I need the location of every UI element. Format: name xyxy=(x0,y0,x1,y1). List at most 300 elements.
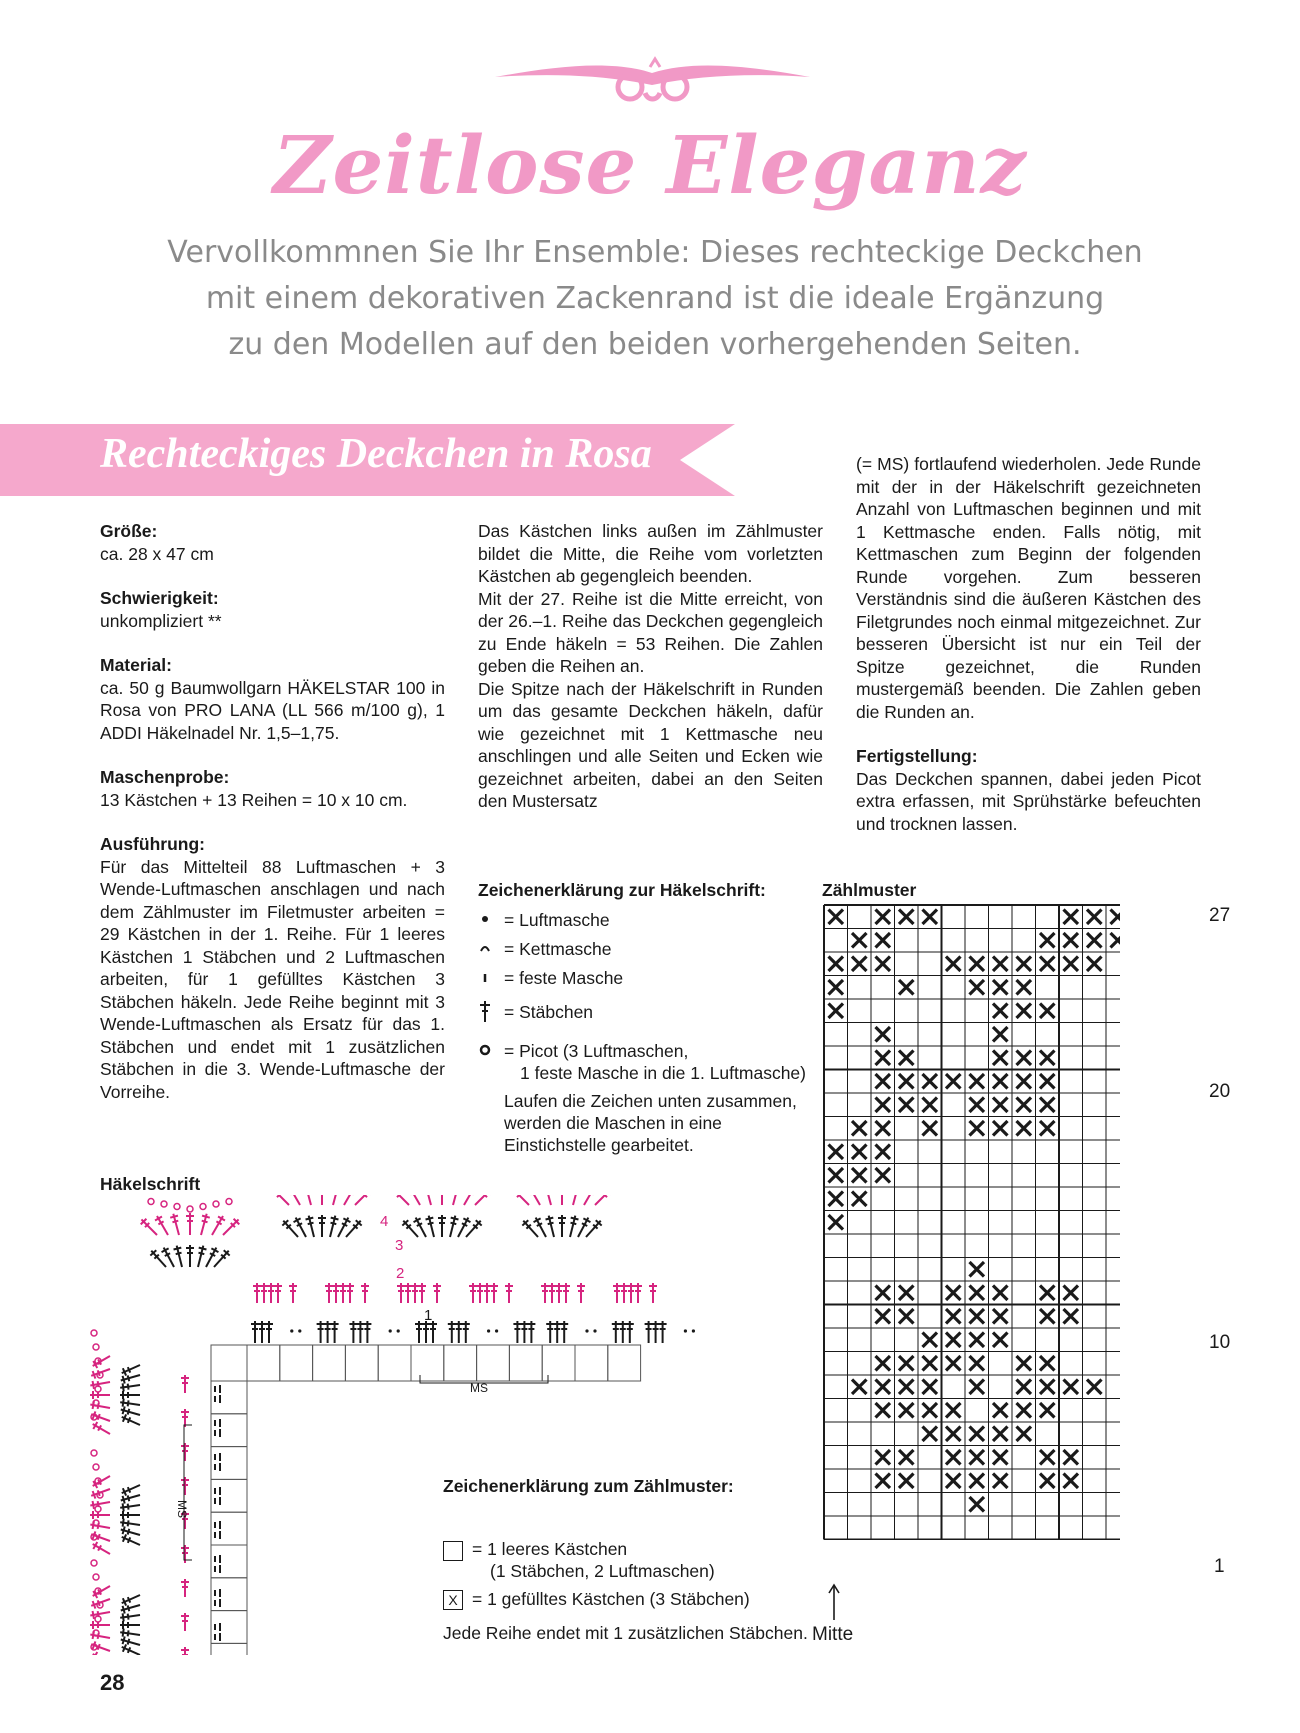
filled-cell xyxy=(1064,1286,1079,1301)
instructions-paragraph: Mit der 27. Reihe ist die Mitte erreicht, von der 26.–1. Reihe das Deckchen gegengleich zu Ende häkeln = 53 Reihen. Die Zahlen geben die Reihen an. xyxy=(478,588,823,676)
double-crochet-mark xyxy=(421,1195,434,1206)
crochet-chart-title: Häkelschrift xyxy=(100,1174,201,1194)
filled-cell xyxy=(899,1098,914,1113)
filled-cell xyxy=(946,1427,961,1442)
filled-cell xyxy=(1040,1403,1055,1418)
filled-cell xyxy=(876,1380,891,1395)
filled-cell xyxy=(946,1450,961,1465)
double-crochet-mark xyxy=(169,1213,182,1236)
double-crochet-mark xyxy=(356,1321,364,1343)
double-crochet-mark xyxy=(181,1579,189,1597)
repeat-label: MS xyxy=(470,1381,488,1395)
legend-empty-box: = 1 leeres Kästchen xyxy=(472,1539,628,1559)
grid-legend-title: Zeichenerklärung zum Zählmuster: xyxy=(443,1476,734,1496)
filled-cell xyxy=(1040,1380,1055,1395)
double-crochet-mark xyxy=(215,1385,223,1393)
row-label-10: 10 xyxy=(1209,1332,1231,1353)
double-crochet-mark xyxy=(215,1633,223,1641)
filled-cell xyxy=(993,1427,1008,1442)
filled-cell xyxy=(993,1027,1008,1042)
filled-cell xyxy=(876,1403,891,1418)
double-crochet-mark xyxy=(90,1391,110,1399)
double-crochet-mark xyxy=(546,1321,554,1343)
double-crochet-mark xyxy=(541,1283,549,1303)
double-crochet-mark xyxy=(271,1195,292,1208)
filled-cell xyxy=(829,1215,844,1230)
filled-cell xyxy=(899,1051,914,1066)
filled-cell xyxy=(852,933,867,948)
double-crochet-mark xyxy=(513,1321,521,1343)
double-crochet-mark xyxy=(215,1589,223,1597)
filled-cell xyxy=(829,957,844,972)
double-crochet-mark xyxy=(569,1195,582,1206)
double-crochet-mark xyxy=(215,1429,223,1437)
double-crochet-mark xyxy=(391,1195,412,1208)
filled-cell xyxy=(1017,1121,1032,1136)
double-crochet-mark xyxy=(645,1321,653,1343)
instructions-paragraph: Die Spitze nach der Häkelschrift in Runden um das gesamte Deckchen häkeln, dafür wie gezeichnet mit 1 Kettmasche neu anschlingen und alle Seiten und Ecken wie gezeichnet arbeiten, dabei an den Seiten den Mustersatz xyxy=(478,678,823,811)
filled-cell xyxy=(1064,1309,1079,1324)
legend-double-crochet: = Stäbchen xyxy=(504,1002,594,1022)
slip-stitch-icon xyxy=(481,947,489,951)
filled-cell xyxy=(923,910,938,925)
filled-cell xyxy=(946,1333,961,1348)
double-crochet-mark xyxy=(472,1195,493,1208)
filled-cell xyxy=(923,1356,938,1371)
double-crochet-mark xyxy=(363,1321,371,1343)
double-crochet-mark xyxy=(548,1283,556,1303)
double-crochet-mark xyxy=(469,1283,477,1303)
filled-cell xyxy=(1064,1450,1079,1465)
double-crochet-mark xyxy=(215,1623,223,1631)
instructions-column-2 xyxy=(478,520,823,813)
double-crochet-mark xyxy=(346,1283,354,1303)
filled-cell xyxy=(1017,1427,1032,1442)
filled-cell xyxy=(993,1474,1008,1489)
filled-cell xyxy=(876,1027,891,1042)
double-crochet-mark xyxy=(215,1463,223,1471)
double-crochet-mark xyxy=(577,1283,585,1303)
size-value: ca. 28 x 47 cm xyxy=(100,543,214,564)
chain-stitch-icon xyxy=(482,916,488,922)
filled-cell xyxy=(1087,933,1102,948)
double-crochet-mark xyxy=(490,1283,498,1303)
filled-cell xyxy=(829,910,844,925)
filled-cell xyxy=(1040,1074,1055,1089)
filled-cell xyxy=(993,1051,1008,1066)
double-crochet-mark xyxy=(253,1283,261,1303)
double-crochet-mark xyxy=(317,1321,325,1343)
filled-cell xyxy=(970,1121,985,1136)
double-crochet-mark xyxy=(325,1283,333,1303)
page-number: 28 xyxy=(100,1670,125,1695)
filled-cell xyxy=(970,1098,985,1113)
double-crochet-mark xyxy=(301,1195,314,1206)
difficulty-label: Schwierigkeit: xyxy=(100,588,219,608)
round-3-4-scallops xyxy=(90,1195,613,1655)
double-crochet-mark xyxy=(90,1410,111,1424)
double-crochet-mark xyxy=(438,1215,446,1237)
double-crochet-mark xyxy=(418,1283,426,1303)
double-crochet-mark xyxy=(265,1321,273,1343)
filled-cell xyxy=(1040,933,1055,948)
filled-cell xyxy=(1064,1380,1079,1395)
intro-text: Vervollkommnen Sie Ihr Ensemble: Dieses rechteckige Deckchen mit einem dekorativen Zackenrand ist die ideale Ergänzung zu den Modellen auf den beiden vorhergehenden Seiten. xyxy=(167,235,1143,362)
legend-single-crochet: = feste Masche xyxy=(504,968,624,988)
filled-cell xyxy=(1017,1051,1032,1066)
double-crochet-mark xyxy=(91,1541,112,1558)
filled-cell xyxy=(1040,1004,1055,1019)
double-crochet-mark xyxy=(361,1283,369,1303)
filled-cell xyxy=(852,1380,867,1395)
filled-cell xyxy=(1017,1380,1032,1395)
double-crochet-mark xyxy=(411,1283,419,1303)
filled-cell xyxy=(876,1450,891,1465)
double-crochet-mark xyxy=(215,1419,223,1427)
double-crochet-mark xyxy=(90,1530,111,1544)
picot-icon xyxy=(481,1046,489,1054)
double-crochet-mark xyxy=(339,1283,347,1303)
specs-column xyxy=(100,520,445,1125)
filled-cell xyxy=(970,1356,985,1371)
filled-cell xyxy=(946,1356,961,1371)
double-crochet-mark xyxy=(619,1321,627,1343)
filled-cell xyxy=(993,1286,1008,1301)
filled-cell xyxy=(946,1474,961,1489)
filled-cell xyxy=(899,1450,914,1465)
filled-cell xyxy=(970,1286,985,1301)
double-crochet-mark xyxy=(260,1283,268,1303)
filled-cell xyxy=(946,1286,961,1301)
double-crochet-mark xyxy=(429,1321,437,1343)
double-crochet-mark xyxy=(449,1195,462,1206)
filled-cell xyxy=(1017,1074,1032,1089)
filled-cell xyxy=(1017,1098,1032,1113)
double-crochet-mark xyxy=(120,1511,140,1519)
legend-filled-box: = 1 gefülltes Kästchen (3 Stäbchen) xyxy=(472,1589,750,1609)
filled-cell xyxy=(946,1074,961,1089)
filled-cell xyxy=(1017,1403,1032,1418)
double-crochet-mark xyxy=(349,1321,357,1343)
double-crochet-mark xyxy=(652,1321,660,1343)
double-crochet-mark xyxy=(626,1321,634,1343)
double-crochet-mark xyxy=(649,1283,657,1303)
filled-cell xyxy=(970,980,985,995)
filled-cell xyxy=(876,1145,891,1160)
gauge-value: 13 Kästchen + 13 Reihen = 10 x 10 cm. xyxy=(100,789,408,810)
row-label-1: 1 xyxy=(1214,1556,1225,1577)
double-crochet-mark xyxy=(562,1283,570,1303)
double-crochet-mark xyxy=(433,1283,441,1303)
double-crochet-mark xyxy=(181,1613,189,1631)
double-crochet-mark xyxy=(215,1555,223,1563)
double-crochet-mark xyxy=(120,1381,141,1392)
filled-cell xyxy=(993,1309,1008,1324)
legend-chain: = Luftmasche xyxy=(504,910,610,930)
double-crochet-mark xyxy=(186,1245,194,1267)
filled-cell xyxy=(923,1333,938,1348)
legend-grid-note: Jede Reihe endet mit 1 zusätzlichen Stäbchen. xyxy=(443,1623,808,1643)
double-crochet-mark xyxy=(215,1453,223,1461)
filled-cell xyxy=(923,1380,938,1395)
filled-cell xyxy=(1017,980,1032,995)
filled-cell xyxy=(993,1121,1008,1136)
double-crochet-mark xyxy=(215,1395,223,1403)
double-crochet-mark xyxy=(324,1321,332,1343)
repeat-label: MS xyxy=(175,1500,189,1518)
filled-cell xyxy=(876,1168,891,1183)
double-crochet-mark xyxy=(627,1283,635,1303)
double-crochet-mark xyxy=(90,1640,111,1654)
double-crochet-mark xyxy=(422,1321,430,1343)
double-crochet-mark xyxy=(448,1321,456,1343)
filled-cell xyxy=(970,957,985,972)
filled-cell xyxy=(876,1309,891,1324)
crochet-legend-title: Zeichenerklärung zur Häkelschrift: xyxy=(478,880,766,900)
double-crochet-mark xyxy=(332,1283,340,1303)
filled-cell xyxy=(876,1474,891,1489)
filled-cell xyxy=(970,1074,985,1089)
filled-cell xyxy=(829,1004,844,1019)
double-crochet-mark xyxy=(634,1283,642,1303)
execution-text: Für das Mittelteil 88 Luftmaschen + 3 Wende-Luftmaschen anschlagen und nach dem Zählmuster im Filetmuster arbeiten = 29 Kästchen in der 1. Reihe. Für 1 leeres Kästchen 1 Stäbchen und 2 Luftmaschen arbeiten, für 1 gefülltes Kästchen 3 Stäbchen häkeln. Jede Reihe beginnt mit 3 Wende-Luftmaschen als Ersatz für das 1. Stäbchen und endet mit 1 zusätzlichen Stäbchen in die 3. Wende-Luftmasche der Vorreihe. xyxy=(100,856,445,1102)
filled-cell xyxy=(970,1427,985,1442)
filled-cell xyxy=(1087,1380,1102,1395)
filled-cell xyxy=(1040,1450,1055,1465)
double-crochet-mark xyxy=(505,1283,513,1303)
filled-cell xyxy=(876,910,891,925)
row-label-20: 20 xyxy=(1209,1081,1231,1102)
double-crochet-mark xyxy=(620,1283,628,1303)
double-crochet-mark xyxy=(566,1215,579,1238)
count-chart-title: Zählmuster xyxy=(822,880,917,900)
empty-box-icon xyxy=(443,1541,463,1561)
double-crochet-mark xyxy=(555,1283,563,1303)
double-crochet-mark xyxy=(397,1283,405,1303)
execution-label: Ausführung: xyxy=(100,834,205,854)
filled-cell xyxy=(876,1356,891,1371)
filled-cell xyxy=(1087,957,1102,972)
double-crochet-mark xyxy=(215,1531,223,1539)
filled-cell xyxy=(970,1474,985,1489)
material-value: ca. 50 g Baumwollgarn HÄKELSTAR 100 in Rosa von PRO LANA (LL 566 m/100 g), 1 ADDI Häkelnadel Nr. 1,5–1,75. xyxy=(100,677,445,743)
double-crochet-mark xyxy=(91,1421,112,1438)
double-crochet-mark xyxy=(545,1215,558,1238)
double-crochet-mark xyxy=(592,1195,613,1208)
double-crochet-mark xyxy=(541,1195,554,1206)
filled-cell xyxy=(852,1121,867,1136)
filled-cell xyxy=(899,1286,914,1301)
double-crochet-mark xyxy=(120,1398,141,1409)
double-crochet-mark xyxy=(446,1215,459,1238)
filled-cell xyxy=(1040,1474,1055,1489)
filled-cell xyxy=(1040,1051,1055,1066)
filled-cell xyxy=(993,1074,1008,1089)
double-crochet-mark xyxy=(558,1215,566,1237)
filled-cell xyxy=(876,1051,891,1066)
double-crochet-mark xyxy=(267,1283,275,1303)
finishing-text: Das Deckchen spannen, dabei jeden Picot extra erfassen, mit Sprühstärke befeuchten und trocknen lassen. xyxy=(856,768,1201,834)
filled-cell xyxy=(993,1403,1008,1418)
double-crochet-mark xyxy=(352,1195,373,1208)
double-crochet-mark xyxy=(215,1521,223,1529)
double-crochet-icon xyxy=(480,1001,490,1022)
legend-empty-box-detail: (1 Stäbchen, 2 Luftmaschen) xyxy=(490,1561,715,1581)
filled-cell xyxy=(1040,1356,1055,1371)
filled-cell xyxy=(923,1074,938,1089)
filled-cell xyxy=(993,1004,1008,1019)
double-crochet-mark xyxy=(274,1283,282,1303)
filled-cell xyxy=(970,1333,985,1348)
filled-cell xyxy=(993,1098,1008,1113)
row-label-27: 27 xyxy=(1209,905,1231,926)
double-crochet-mark xyxy=(251,1321,259,1343)
legend-slip-stitch: = Kettmasche xyxy=(504,939,612,959)
filled-cell xyxy=(923,1098,938,1113)
count-chart xyxy=(820,900,1120,1540)
double-crochet-mark xyxy=(326,1215,339,1238)
filled-cell xyxy=(899,1380,914,1395)
double-crochet-mark xyxy=(520,1321,528,1343)
round-label: 2 xyxy=(396,1265,405,1282)
filled-cell xyxy=(899,1309,914,1324)
double-crochet-mark xyxy=(215,1565,223,1573)
filled-cell xyxy=(876,1121,891,1136)
material-label: Material: xyxy=(100,655,172,675)
double-crochet-mark xyxy=(438,1195,446,1205)
section-title: Rechteckiges Deckchen in Rosa xyxy=(100,431,652,477)
filled-cell xyxy=(923,1403,938,1418)
round-label: 4 xyxy=(380,1213,389,1230)
filled-cell xyxy=(993,1450,1008,1465)
double-crochet-mark xyxy=(258,1321,266,1343)
finishing-label: Fertigstellung: xyxy=(856,746,978,766)
filled-cell xyxy=(946,957,961,972)
filled-cell xyxy=(876,957,891,972)
page-title: Zeitlose Eleganz xyxy=(273,118,1027,212)
double-crochet-mark xyxy=(318,1215,326,1237)
double-crochet-mark xyxy=(215,1599,223,1607)
filled-cell xyxy=(993,957,1008,972)
double-crochet-mark xyxy=(173,1245,186,1268)
filled-cell xyxy=(852,957,867,972)
filled-cell xyxy=(923,1427,938,1442)
double-crochet-mark xyxy=(215,1487,223,1495)
crochet-chart xyxy=(90,1195,710,1655)
filled-cell xyxy=(1017,1356,1032,1371)
filled-cell xyxy=(993,980,1008,995)
double-crochet-mark xyxy=(483,1283,491,1303)
filled-cell xyxy=(899,910,914,925)
gauge-label: Maschenprobe: xyxy=(100,767,230,787)
filled-cell xyxy=(899,980,914,995)
grid-lines xyxy=(824,905,1120,1540)
double-crochet-mark xyxy=(289,1283,297,1303)
double-crochet-mark xyxy=(186,1213,194,1235)
filled-cell xyxy=(852,1145,867,1160)
filled-cell xyxy=(899,1403,914,1418)
filled-cell xyxy=(1040,1121,1055,1136)
filled-cell xyxy=(876,933,891,948)
filled-cell xyxy=(970,1450,985,1465)
filled-cell xyxy=(899,1356,914,1371)
double-crochet-mark xyxy=(527,1321,535,1343)
double-crochet-mark xyxy=(197,1213,210,1236)
filled-cell xyxy=(876,1286,891,1301)
filled-cell xyxy=(1040,1286,1055,1301)
filled-cell xyxy=(876,1074,891,1089)
double-crochet-mark xyxy=(318,1195,326,1205)
double-crochet-mark xyxy=(120,1391,140,1399)
flourish-ornament xyxy=(490,55,815,115)
filled-cell xyxy=(1064,933,1079,948)
filled-cell xyxy=(829,1145,844,1160)
double-crochet-mark xyxy=(659,1321,667,1343)
filled-cell xyxy=(970,1309,985,1324)
double-crochet-mark xyxy=(120,1518,141,1529)
filled-cell xyxy=(829,980,844,995)
filled-cell xyxy=(946,1309,961,1324)
filled-cell xyxy=(1087,910,1102,925)
double-crochet-mark xyxy=(511,1195,532,1208)
filled-cell xyxy=(899,1474,914,1489)
filled-cell xyxy=(852,1168,867,1183)
filled-cell xyxy=(970,1262,985,1277)
double-crochet-mark xyxy=(120,1611,141,1622)
difficulty-value: unkompliziert ** xyxy=(100,610,222,631)
double-crochet-mark xyxy=(120,1621,140,1629)
double-crochet-mark xyxy=(194,1245,207,1268)
filled-cell xyxy=(876,1098,891,1113)
double-crochet-mark xyxy=(181,1477,189,1495)
filled-cell xyxy=(1111,910,1121,925)
double-crochet-mark xyxy=(476,1283,484,1303)
round-label: 1 xyxy=(424,1307,433,1324)
filled-cell xyxy=(1017,1004,1032,1019)
filled-cell xyxy=(970,1497,985,1512)
double-crochet-mark xyxy=(90,1511,110,1519)
filled-cell xyxy=(970,1380,985,1395)
double-crochet-mark xyxy=(331,1321,339,1343)
legend-picot: = Picot (3 Luftmaschen, xyxy=(504,1041,689,1061)
filled-cell xyxy=(1064,910,1079,925)
double-crochet-mark xyxy=(181,1647,189,1655)
legend-picot-detail: 1 feste Masche in die 1. Luftmasche) xyxy=(520,1063,806,1083)
double-crochet-mark xyxy=(329,1195,342,1206)
filled-cell xyxy=(923,1121,938,1136)
filled-cell xyxy=(1064,1474,1079,1489)
double-crochet-mark xyxy=(558,1195,566,1205)
filled-cell xyxy=(829,1168,844,1183)
double-crochet-mark xyxy=(425,1215,438,1238)
round-label: 3 xyxy=(395,1237,404,1254)
double-crochet-mark xyxy=(462,1321,470,1343)
filled-box-icon: X xyxy=(443,1590,463,1610)
filled-cell xyxy=(1111,933,1121,948)
double-crochet-mark xyxy=(90,1621,110,1629)
double-crochet-mark xyxy=(181,1443,189,1461)
instructions-column-3 xyxy=(856,453,1201,857)
size-label: Größe: xyxy=(100,521,158,541)
double-crochet-mark xyxy=(120,1628,141,1639)
filled-cell xyxy=(852,1192,867,1207)
filled-cell xyxy=(899,1074,914,1089)
legend-note: Laufen die Zeichen unten zusammen, werden die Maschen in eine Einstichstelle gearbeitet. xyxy=(504,1091,797,1155)
instructions-paragraph: Das Kästchen links außen im Zählmuster bildet die Mitte, die Reihe vom vorletzten Kästchen ab gegengleich beenden. xyxy=(478,521,823,586)
filled-cell xyxy=(993,1333,1008,1348)
filled-cell xyxy=(946,1403,961,1418)
filled-cell xyxy=(1040,1098,1055,1113)
